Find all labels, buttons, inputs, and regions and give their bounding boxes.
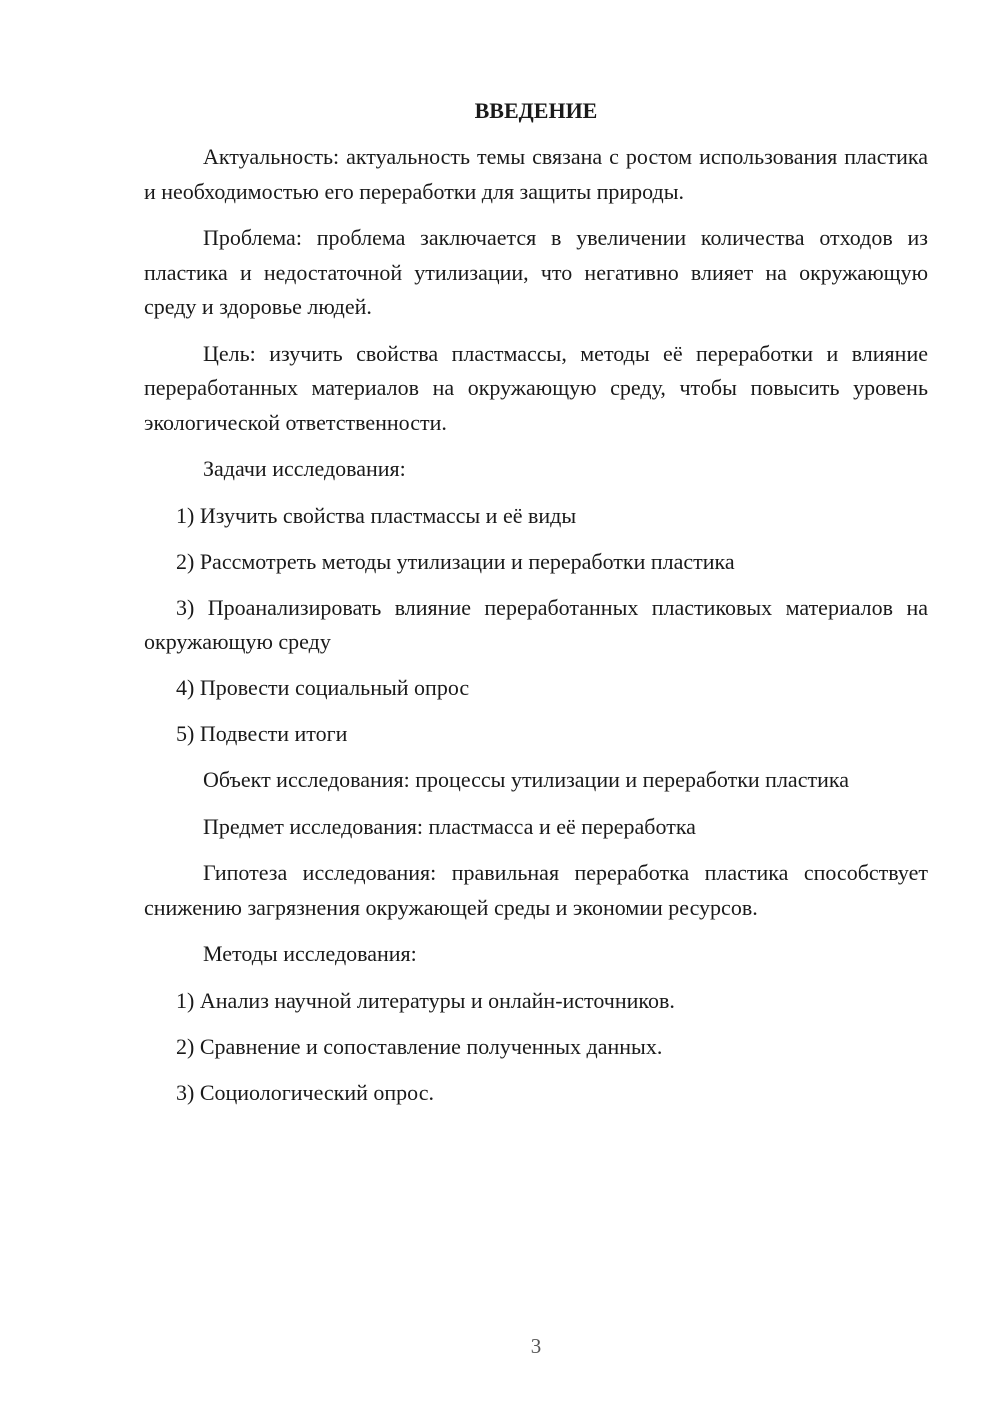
tasks-heading: Задачи исследования: xyxy=(203,456,406,481)
method-item: 3) Социологический опрос. xyxy=(176,1079,434,1105)
object-paragraph: Объект исследования: процессы утилизации и переработки пластика xyxy=(203,767,849,792)
relevance-paragraph: Актуальность: актуальность темы связана с ростом использования пластика и необходимостью его переработки для защиты природы. xyxy=(144,144,928,204)
subject-paragraph: Предмет исследования: пластмасса и её переработка xyxy=(203,813,696,839)
hypothesis-paragraph: Гипотеза исследования: правильная переработка пластика способствует снижению загрязнения окружающей среды и экономии ресурсов. xyxy=(144,860,928,920)
task-item: 1) Изучить свойства пластмассы и её виды xyxy=(176,502,577,528)
task-item: 5) Подвести итоги xyxy=(176,721,348,746)
task-item: 4) Провести социальный опрос xyxy=(176,675,470,700)
tasks-list xyxy=(144,499,928,752)
method-item: 2) Сравнение и сопоставление полученных данных. xyxy=(176,1033,663,1059)
method-item: 1) Анализ научной литературы и онлайн-источников. xyxy=(176,987,675,1013)
task-item: 3) Проанализировать влияние переработанных пластиковых материалов на окружающую среду xyxy=(144,594,928,654)
methods-list xyxy=(144,984,928,1111)
section-title: ВВЕДЕНИЕ xyxy=(474,98,598,123)
goal-paragraph: Цель: изучить свойства пластмассы, методы её переработки и влияние переработанных материалов на окружающую среду, чтобы повысить уровень экологической ответственности. xyxy=(144,340,928,435)
methods-heading: Методы исследования: xyxy=(203,941,417,966)
problem-paragraph: Проблема: проблема заключается в увеличении количества отходов из пластика и недостаточной утилизации, что негативно влияет на окружающую среду и здоровье людей. xyxy=(144,225,928,319)
task-item: 2) Рассмотреть методы утилизации и переработки пластика xyxy=(176,548,735,574)
page-number: 3 xyxy=(530,1334,542,1358)
page-content xyxy=(144,94,928,1122)
